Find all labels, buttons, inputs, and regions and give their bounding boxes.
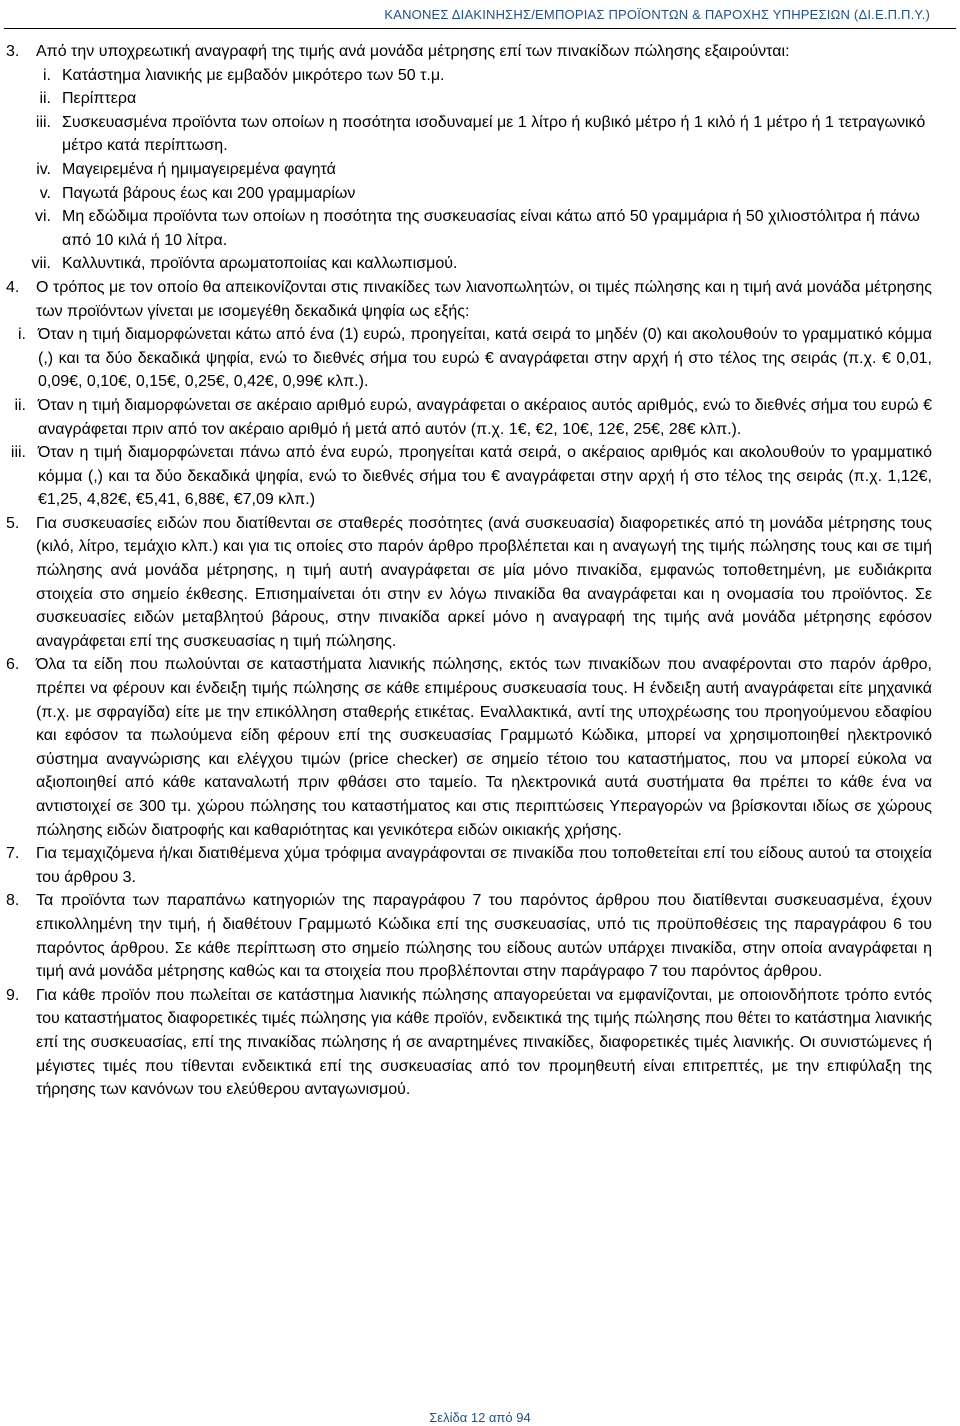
- list-item: [6, 441, 932, 512]
- list-item-number: iv.: [36, 160, 51, 178]
- list-item-number: iii.: [35, 113, 51, 131]
- list-item: [6, 323, 932, 394]
- list-item-text: Καλλυντικά, προϊόντα αρωματοποιίας και καλλωπισμού.: [62, 255, 458, 273]
- paragraph-6: [6, 653, 932, 842]
- paragraph-text: Από την υποχρεωτική αναγραφή της τιμής ανά μονάδα μέτρησης επί των πινακίδων πώλησης εξαιρούνται:: [36, 43, 790, 60]
- paragraph-9: [6, 984, 932, 1102]
- list-item: [6, 111, 932, 158]
- paragraph-text: Για συσκευασίες ειδών που διατίθενται σε σταθερές ποσότητες (ανά συσκευασία) διαφορετικές από τη μονάδα μέτρησης τους (κιλό, λίτρο, τεμάχιο κλπ.) και για τις οποίες στο παρόν άρθρο προβλέπεται και η αναγωγή της τιμής πώλησης τους και σε τιμή πώλησης ανά μονάδα μέτρησης, η τιμή αυτή αναγράφεται σε μία μόνο πινακίδα, εμφανώς τοποθετημένη, με ευδιάκριτα στοιχεία στο σημείο έκθεσης. Επισημαίνεται ότι στην εν λόγω πινακίδα θα αναγράφεται και η ονομασία του προϊόντος. Σε συσκευασίες ειδών μεταβλητού βάρους, στην πινακίδα αρκεί μόνο η αναγραφή της τιμής ανά μονάδα μέτρησης εφόσον αναγράφεται επί της συσκευασίας η τιμή πώλησης.: [36, 514, 932, 650]
- paragraph-7: [6, 842, 932, 889]
- paragraph-number: 8.: [6, 892, 20, 910]
- list-item-number: iii.: [10, 444, 26, 462]
- list-item-number: vi.: [35, 208, 51, 226]
- page-header: ΚΑΝΟΝΕΣ ΔΙΑΚΙΝΗΣΗΣ/ΕΜΠΟΡΙΑΣ ΠΡΟΪΟΝΤΩΝ & ΠΑΡΟΧΗΣ ΥΠΗΡΕΣΙΩΝ (ΔΙ.Ε.Π.Π.Υ.): [384, 7, 930, 22]
- paragraph-text: Για τεμαχιζόμενα ή/και διατιθέμενα χύμα τρόφιμα αναγράφονται σε πινακίδα που τοποθετείται επί του είδους αυτού τα στοιχεία του άρθρου 3.: [36, 845, 932, 886]
- header-divider: [4, 28, 956, 29]
- paragraph-text: Ο τρόπος με τον οποίο θα απεικονίζονται στις πινακίδες των λιανοπωλητών, οι τιμές πώλησης και η τιμή ανά μονάδα μέτρησης των προϊόντων γίνεται με ισομεγέθη δεκαδικά ψηφία ως εξής:: [36, 278, 932, 320]
- paragraph-number: 3.: [6, 43, 20, 60]
- page-number: Σελίδα 12 από 94: [429, 1410, 531, 1425]
- list-item: [6, 158, 932, 182]
- list-item: [6, 394, 932, 441]
- list-item: [6, 64, 932, 88]
- list-item: [6, 87, 932, 111]
- list-item-text: Όταν η τιμή διαμορφώνεται σε ακέραιο αριθμό ευρώ, αναγράφεται ο ακέραιος αυτός αριθμός, ενώ το διεθνές σήμα του ευρώ € αναγράφεται πριν από τον ακέραιο αριθμό ή μετά από αυτόν (π.χ. 1€, €2, 10€, 12€, 25€, 28€ κλπ.).: [38, 396, 932, 438]
- paragraph-5: [6, 512, 932, 654]
- list-item: [6, 205, 932, 252]
- list-item-text: Κατάστημα λιανικής με εμβαδόν μικρότερο των 50 τ.μ.: [62, 66, 445, 84]
- list-item-number: v.: [39, 184, 51, 202]
- paragraph-number: 9.: [6, 986, 20, 1004]
- list-item-number: vii.: [31, 255, 51, 273]
- paragraph-number: 6.: [6, 656, 20, 674]
- list-item-text: Συσκευασμένα προϊόντα των οποίων η ποσότητα ισοδυναμεί με 1 λίτρο ή κυβικό μέτρο ή 1 κιλό ή 1 μέτρο ή 1 τετραγωνικό μέτρο κατά περίπτωση.: [62, 113, 926, 155]
- paragraph-4: [6, 276, 932, 323]
- list-item-text: Μη εδώδιμα προϊόντα των οποίων η ποσότητα της συσκευασίας είναι κάτω από 50 γραμμάρια ή 50 χιλιοστόλιτρα ή πάνω από 10 κιλά ή 10 λίτρα.: [62, 208, 920, 249]
- paragraph-text: Τα προϊόντα των παραπάνω κατηγοριών της παραγράφου 7 του παρόντος άρθρου που διατίθενται συσκευασμένα, έχουν επικολλημένη την τιμή, ή διαθέτουν Γραμμωτό Κώδικα επί της συσκευασίας, υπό τις προϋποθέσεις της παραγράφου 6 του παρόντος άρθρου. Σε κάθε περίπτωση στο σημείο πώλησης του είδους αυτών υπάρχει πινακίδα, στην οποία αναγράφεται η τιμή ανά μονάδα μέτρησης καθώς και τα στοιχεία που προβλέπονται στην παράγραφο 7 του παρόντος άρθρου.: [36, 892, 932, 981]
- list-item-number: i.: [43, 66, 51, 84]
- list-item-text: Μαγειρεμένα ή ημιμαγειρεμένα φαγητά: [62, 160, 336, 178]
- list-item: [6, 182, 932, 206]
- list-item-number: ii.: [14, 396, 26, 414]
- paragraph-text: Όλα τα είδη που πωλούνται σε καταστήματα λιανικής πώλησης, εκτός των πινακίδων που αναφέρονται στο παρόν άρθρο, πρέπει να φέρουν και ένδειξη τιμής πώλησης σε κάθε επιμέρους συσκευασία τους. Η ένδειξη αυτή αναγράφεται είτε μηχανικά (π.χ. με σφραγίδα) είτε με την επικόλληση σταθερής ετικέτας. Εναλλακτικά, αντί της υποχρέωσης του προηγούμενου εδαφίου και εφόσον τα πωλούμενα είδη φέρουν επί της συσκευασίας Γραμμωτό Κώδικα, μπορεί να χρησιμοποιηθεί ηλεκτρονικό σύστημα αναγνώρισης και ελέγχου τιμών (price checker) σε σημείο τέτοιο του καταστήματος, που να μπορεί εύκολα να αξιοποιηθεί από κάθε καταναλωτή πριν φθάσει στο ταμείο. Τα ηλεκτρονικά αυτά συστήματα θα πρέπει το κάθε ένα να αντιστοιχεί σε 300 τμ. χώρου πώλησης του καταστήματος και στις περιπτώσεις Υπεραγορών να βρίσκονται ιδίως σε χώρους πώλησης ειδών διατροφής και καθαριότητας και γενικότερα ειδών οικιακής χρήσης.: [36, 656, 932, 839]
- list-item-number: ii.: [39, 90, 51, 108]
- paragraph-number: 5.: [6, 514, 20, 532]
- list-item-text: Παγωτά βάρους έως και 200 γραμμαρίων: [62, 184, 356, 202]
- list-item: [6, 252, 932, 276]
- list-item-text: Περίπτερα: [62, 90, 137, 108]
- list-item-text: Όταν η τιμή διαμορφώνεται κάτω από ένα (1) ευρώ, προηγείται, κατά σειρά το μηδέν (0) και ακολουθούν το γραμματικό κόμμα (,) και τα δύο δεκαδικά ψηφία, ενώ το διεθνές σήμα του ευρώ € αναγράφεται στην αρχή ή στο τέλος της σειράς (π.χ. € 0,01, 0,09€, 0,10€, 0,15€, 0,25€, 0,42€, 0,99€ κλπ.).: [38, 326, 932, 391]
- paragraph-number: 4.: [6, 278, 20, 296]
- paragraph-3: [6, 40, 932, 64]
- paragraph-8: [6, 889, 932, 983]
- document-body: [6, 40, 932, 1102]
- list-item-number: i.: [18, 326, 26, 344]
- list-item-text: Όταν η τιμή διαμορφώνεται πάνω από ένα ευρώ, προηγείται κατά σειρά, ο ακέραιος αριθμός και ακολουθούν το γραμματικό κόμμα (,) και τα δύο δεκαδικά ψηφία, ενώ το διεθνές σήμα του € αναγράφεται στην αρχή ή στο τέλος της σειράς (π.χ. 1,12€, €1,25, 4,82€, €5,41, 6,88€, €7,09 κλπ.): [38, 444, 932, 509]
- paragraph-text: Για κάθε προϊόν που πωλείται σε κατάστημα λιανικής πώλησης απαγορεύεται να εμφανίζονται, με οποιονδήποτε τρόπο εντός του καταστήματος διαφορετικές τιμές πώλησης για κάθε προϊόν, ενδεικτικά της τιμής πώλησης που θέτει το κατάστημα λιανικής επί της συσκευασίας, επί της πινακίδας πώλησης ή σε αναρτημένες πινακίδες, διαφορετικές τιμές λιανικής. Οι συνιστώμενες ή μέγιστες τιμές που τίθενται ενδεικτικά επί της συσκευασίας από τον προμηθευτή είναι επιτρεπτές, με την επιφύλαξη της τήρησης των κανόνων του ελεύθερου ανταγωνισμού.: [36, 986, 932, 1099]
- paragraph-number: 7.: [6, 845, 20, 863]
